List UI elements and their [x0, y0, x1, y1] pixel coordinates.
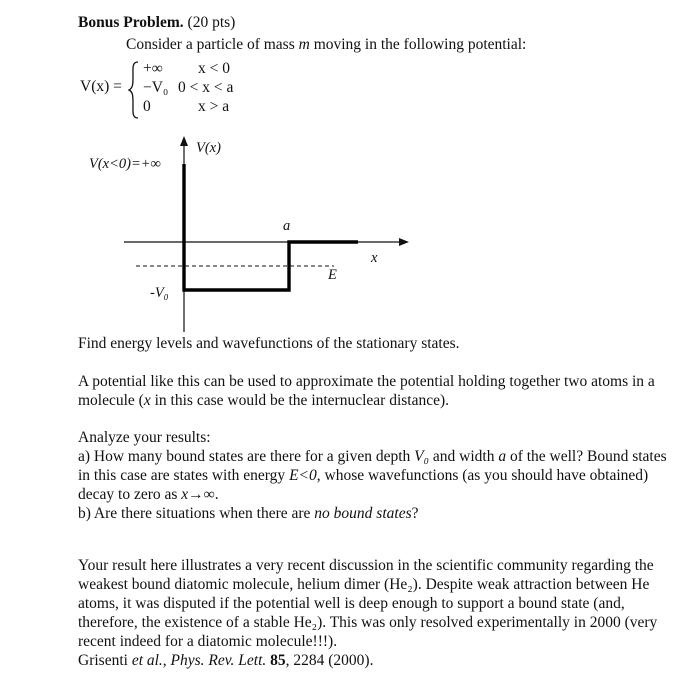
energy-label: E [328, 267, 337, 283]
part-a: a) How many bound states are there for a given depth V₀ and width a of the well? Bound states in this case are states with energy E<0, whose wavefunctions (as you should have obtained) decay to zero as x→∞. [78, 448, 667, 503]
depth-label: -V₀ [150, 285, 169, 301]
case-3-condition: x > a [198, 98, 230, 115]
width-label: a [283, 218, 291, 234]
y-axis-label: V(x) [196, 140, 221, 156]
wall-label: V(x<0)=+∞ [89, 156, 161, 172]
case-2-value: −V₀ [143, 79, 169, 96]
problem-points: (20 pts) [187, 14, 236, 31]
equation-lhs: V(x) = [80, 78, 122, 95]
closing-paragraph: Your result here illustrates a very recent discussion in the scientific community regarding the weakest bound diatomic molecule, helium dimer (He₂). Despite weak attraction between He atoms, it was disputed if the potential well is deep enough to support a bound state (and, therefore, the existence of a stable He₂). This was only resolved experimentally in 2000 (very recent indeed for a diatomic molecule!!!). Grisenti et al., Phys. Rev. Lett. 85, 2284 (2000). [78, 556, 668, 670]
part-b: b) Are there situations when there are no bound states? [78, 505, 419, 522]
analyze-section [78, 428, 668, 523]
y-axis-arrow [180, 136, 188, 146]
problem-intro: Consider a particle of mass m moving in the following potential: [126, 36, 527, 53]
case-3-value: 0 [143, 98, 151, 115]
molecule-paragraph: A potential like this can be used to approximate the potential holding together two atoms in a molecule (x in this case would be the internuclear distance). [78, 373, 655, 409]
case-1-value: +∞ [143, 60, 163, 77]
x-axis-label: x [371, 250, 378, 266]
reference: Grisenti et al., Phys. Rev. Lett. 85, 2284 (2000). [78, 652, 374, 669]
x-axis-arrow [399, 238, 409, 246]
analyze-heading: Analyze your results: [78, 429, 211, 446]
problem-heading: Bonus Problem. [78, 14, 184, 31]
mass-variable: m [298, 36, 310, 53]
find-paragraph: Find energy levels and wavefunctions of the stationary states. [78, 335, 460, 352]
case-2-condition: 0 < x < a [178, 79, 234, 96]
case-1-condition: x < 0 [198, 60, 230, 77]
